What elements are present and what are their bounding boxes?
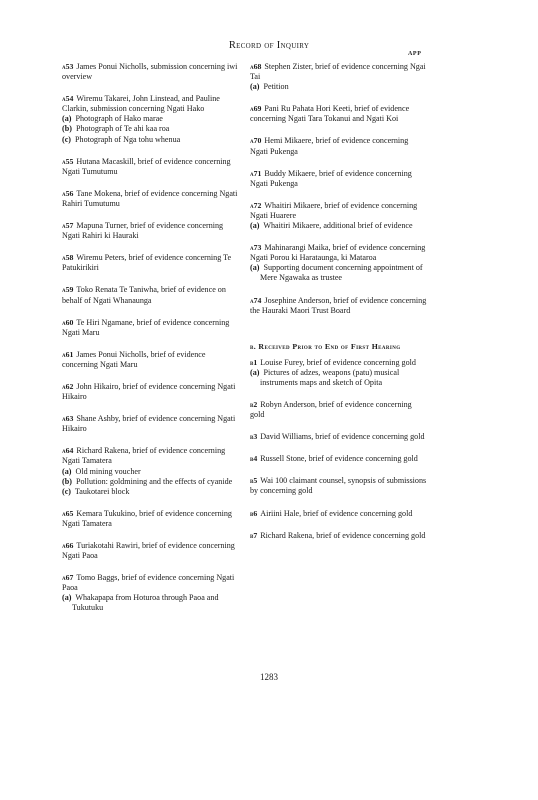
entry-code: a57	[62, 221, 74, 231]
entry-code: a60	[62, 317, 74, 327]
sub-item-list	[62, 114, 240, 144]
entry-line	[62, 285, 240, 305]
entry-a69	[250, 104, 428, 124]
entry-a54	[62, 94, 240, 144]
sub-item-text: Photograph of Te ahi kaa roa	[75, 124, 170, 134]
entry-code: a66	[62, 541, 74, 550]
sub-item	[250, 82, 428, 92]
entry-line	[250, 531, 428, 541]
entry-text: Richard Rakena, brief of evidence concerning gold	[260, 530, 426, 540]
entry-text: James Ponui Nicholls, submission concerning iwi overview	[62, 62, 238, 82]
entry-a68	[250, 62, 428, 92]
entry-b3	[250, 432, 428, 442]
sub-item	[250, 221, 428, 231]
sub-item-list	[250, 368, 428, 388]
entry-code: b7	[250, 530, 258, 540]
sub-item-text: Old mining voucher	[75, 466, 141, 476]
entry-code: b6	[250, 508, 258, 518]
entry-a65	[62, 509, 240, 529]
entry-text: Tane Mokena, brief of evidence concerning Ngati Rahiri Tumutumu	[62, 188, 238, 208]
entry-b7	[250, 531, 428, 541]
sub-item-label: (a)	[250, 82, 260, 92]
entry-line	[250, 243, 428, 263]
right-column-entries	[250, 62, 428, 316]
entry-a57	[62, 221, 240, 241]
sub-item	[62, 124, 240, 134]
entry-line	[62, 573, 240, 593]
entry-code: a72	[250, 200, 262, 210]
entry-b1	[250, 358, 428, 388]
entry-a67	[62, 573, 240, 613]
entry-code: a54	[62, 94, 74, 104]
sub-item-list	[250, 82, 428, 92]
sub-item-label: (c)	[62, 486, 71, 496]
entry-line	[250, 296, 428, 316]
sub-item	[250, 368, 428, 388]
entry-line	[62, 414, 240, 434]
entry-code: a71	[250, 168, 262, 178]
section-heading: b. Received Prior to End of First Hearing	[250, 341, 401, 351]
entry-a55	[62, 157, 240, 177]
entry-text: Turiakotahi Rawiri, brief of evidence concerning Ngati Paoa	[62, 541, 235, 561]
entry-b2	[250, 400, 428, 420]
entry-line	[250, 62, 428, 82]
entry-text: Robyn Anderson, brief of evidence concerning gold	[250, 399, 412, 420]
entry-line	[62, 350, 240, 370]
entry-line	[250, 400, 428, 420]
sub-item-list	[250, 221, 428, 231]
sub-item	[62, 114, 240, 124]
entry-line	[250, 104, 428, 124]
entry-line	[250, 432, 428, 442]
right-column	[250, 62, 428, 553]
entry-a66	[62, 541, 240, 561]
entry-line	[250, 454, 428, 464]
entry-b6	[250, 509, 428, 519]
sub-item-list	[62, 467, 240, 497]
sub-item	[250, 263, 428, 283]
entry-text: Hutana Macaskill, brief of evidence concerning Ngati Tumutumu	[62, 156, 231, 176]
entry-text: Shane Ashby, brief of evidence concerning Ngati Hikairo	[62, 414, 236, 434]
entry-line	[250, 169, 428, 189]
entry-text: Tomo Baggs, brief of evidence concerning Ngati Paoa	[62, 573, 235, 593]
entry-a59	[62, 285, 240, 305]
entry-line	[62, 318, 240, 338]
section-tag: APP	[408, 51, 422, 57]
entry-code: b4	[250, 454, 258, 464]
entry-a56	[62, 189, 240, 209]
entry-a71	[250, 169, 428, 189]
entry-code: a65	[62, 508, 74, 518]
entry-a60	[62, 318, 240, 338]
entry-line	[62, 221, 240, 241]
entry-code: a68	[250, 62, 262, 71]
entry-text: Wai 100 claimant counsel, synopsis of submissions by concerning gold	[250, 476, 427, 496]
entry-code: b3	[250, 432, 258, 442]
entry-text: Pani Ru Pahata Hori Keeti, brief of evidence concerning Ngati Tara Tokanui and Ngati Koi	[250, 104, 410, 124]
sub-item-text: Whaitiri Mikaere, additional brief of evidence	[263, 221, 413, 231]
entry-text: Mapuna Turner, brief of evidence concerning Ngati Rahiri ki Hauraki	[62, 221, 224, 241]
sub-item-text: Photograph of Nga tohu whenua	[75, 134, 181, 144]
entry-line	[62, 382, 240, 402]
entry-text: Airiini Hale, brief of evidence concerning gold	[260, 508, 413, 518]
sub-item-label: (a)	[250, 221, 260, 231]
entry-a62	[62, 382, 240, 402]
entry-b4	[250, 454, 428, 464]
entry-code: a74	[250, 295, 262, 305]
sub-item-label: (a)	[250, 263, 260, 273]
entry-line	[62, 541, 240, 561]
entry-a63	[62, 414, 240, 434]
entry-a73	[250, 243, 428, 283]
entry-code: a61	[62, 349, 74, 359]
entry-a61	[62, 350, 240, 370]
sub-item	[62, 487, 240, 497]
entry-text: Russell Stone, brief of evidence concerning gold	[260, 454, 418, 464]
section-b-entries	[250, 358, 428, 541]
running-head: Record of Inquiry	[228, 40, 310, 51]
sub-item-text: Pictures of adzes, weapons (patu) musical instruments maps and sketch of Opita	[260, 367, 400, 387]
entry-a70	[250, 136, 428, 156]
entry-text: Stephen Zister, brief of evidence concerning Ngai Tai	[250, 62, 426, 82]
entry-text: Josephine Anderson, brief of evidence concerning the Hauraki Maori Trust Board	[250, 295, 427, 315]
entry-line	[62, 509, 240, 529]
entry-text: Buddy Mikaere, brief of evidence concerning Ngati Pukenga	[250, 168, 412, 188]
entry-line	[62, 446, 240, 466]
entry-text: Whaitiri Mikaere, brief of evidence concerning Ngati Huarere	[250, 200, 418, 220]
entry-code: b2	[250, 399, 258, 409]
entry-code: a67	[62, 573, 74, 583]
sub-item-list	[250, 263, 428, 283]
entry-code: a70	[250, 136, 262, 146]
entry-code: a69	[250, 104, 262, 114]
entry-line	[250, 476, 428, 496]
entry-code: a63	[62, 414, 74, 424]
sub-item-label: (a)	[62, 466, 72, 476]
entry-code: a56	[62, 188, 74, 198]
sub-item-text: Taukotarei block	[74, 486, 130, 496]
entry-code: a73	[250, 243, 262, 253]
sub-item	[62, 135, 240, 145]
entry-text: Louise Furey, brief of evidence concerning gold	[260, 357, 416, 367]
entry-text: Richard Rakena, brief of evidence concerning Ngati Tamatera	[62, 446, 226, 466]
sub-item-label: (b)	[62, 476, 72, 486]
sub-item-text: Photograph of Hako marae	[75, 114, 163, 124]
entry-code: a55	[62, 156, 74, 166]
entry-line	[62, 62, 240, 82]
sub-item-text: Pollution: goldmining and the effects of cyanide	[75, 476, 233, 486]
sub-item-label: (c)	[62, 134, 71, 144]
entry-b5	[250, 476, 428, 496]
sub-item-label: (a)	[250, 367, 260, 377]
entry-line	[62, 94, 240, 114]
entry-a72	[250, 201, 428, 231]
entry-a58	[62, 253, 240, 273]
entry-text: Wiremu Takarei, John Linstead, and Pauline Clarkin, submission concerning Ngati Hako	[62, 94, 220, 114]
entry-line	[62, 157, 240, 177]
entry-code: b1	[250, 357, 258, 367]
entry-text: David Williams, brief of evidence concerning gold	[260, 432, 425, 442]
entry-code: a59	[62, 285, 74, 295]
entry-code: a58	[62, 253, 74, 263]
entry-text: John Hikairo, brief of evidence concerning Ngati Hikairo	[62, 381, 236, 402]
left-column	[62, 62, 240, 626]
entry-line	[250, 201, 428, 221]
entry-line	[250, 136, 428, 156]
entry-code: b5	[250, 476, 258, 486]
sub-item	[62, 477, 240, 487]
entry-text: James Ponui Nicholls, brief of evidence concerning Ngati Maru	[62, 349, 206, 369]
sub-item-text: Whakapapa from Hoturoa through Paoa and Tukutuku	[72, 593, 219, 613]
page-number: 1283	[260, 672, 278, 682]
sub-item-label: (a)	[62, 593, 72, 603]
entry-line	[62, 253, 240, 273]
sub-item-list	[62, 593, 240, 613]
entry-text: Te Hiri Ngamane, brief of evidence concerning Ngati Maru	[62, 317, 230, 337]
entry-text: Wiremu Peters, brief of evidence concerning Te Patukirikiri	[62, 253, 232, 273]
entry-a64	[62, 446, 240, 496]
entry-text: Toko Renata Te Taniwha, brief of evidence on behalf of Ngati Whanaunga	[62, 285, 226, 305]
sub-item-label: (a)	[62, 114, 72, 124]
entry-line	[62, 189, 240, 209]
entry-a53	[62, 62, 240, 82]
entry-text: Mahinarangi Maika, brief of evidence concerning Ngati Porou ki Harataunga, ki Mataroa	[250, 243, 426, 263]
entry-text: Hemi Mikaere, brief of evidence concerning Ngati Pukenga	[250, 136, 409, 156]
entry-line	[250, 358, 428, 368]
entry-code: a62	[62, 381, 74, 391]
sub-item	[62, 467, 240, 477]
sub-item-label: (b)	[62, 124, 72, 134]
entry-code: a64	[62, 446, 74, 456]
entry-a74	[250, 296, 428, 316]
entry-text: Kemara Tukukino, brief of evidence concerning Ngati Tamatera	[62, 508, 232, 528]
sub-item	[62, 593, 240, 613]
entry-line	[250, 509, 428, 519]
sub-item-text: Supporting document concerning appointment of Mere Ngawaka as trustee	[260, 263, 423, 283]
sub-item-text: Petition	[263, 82, 289, 92]
entry-code: a53	[62, 62, 74, 71]
